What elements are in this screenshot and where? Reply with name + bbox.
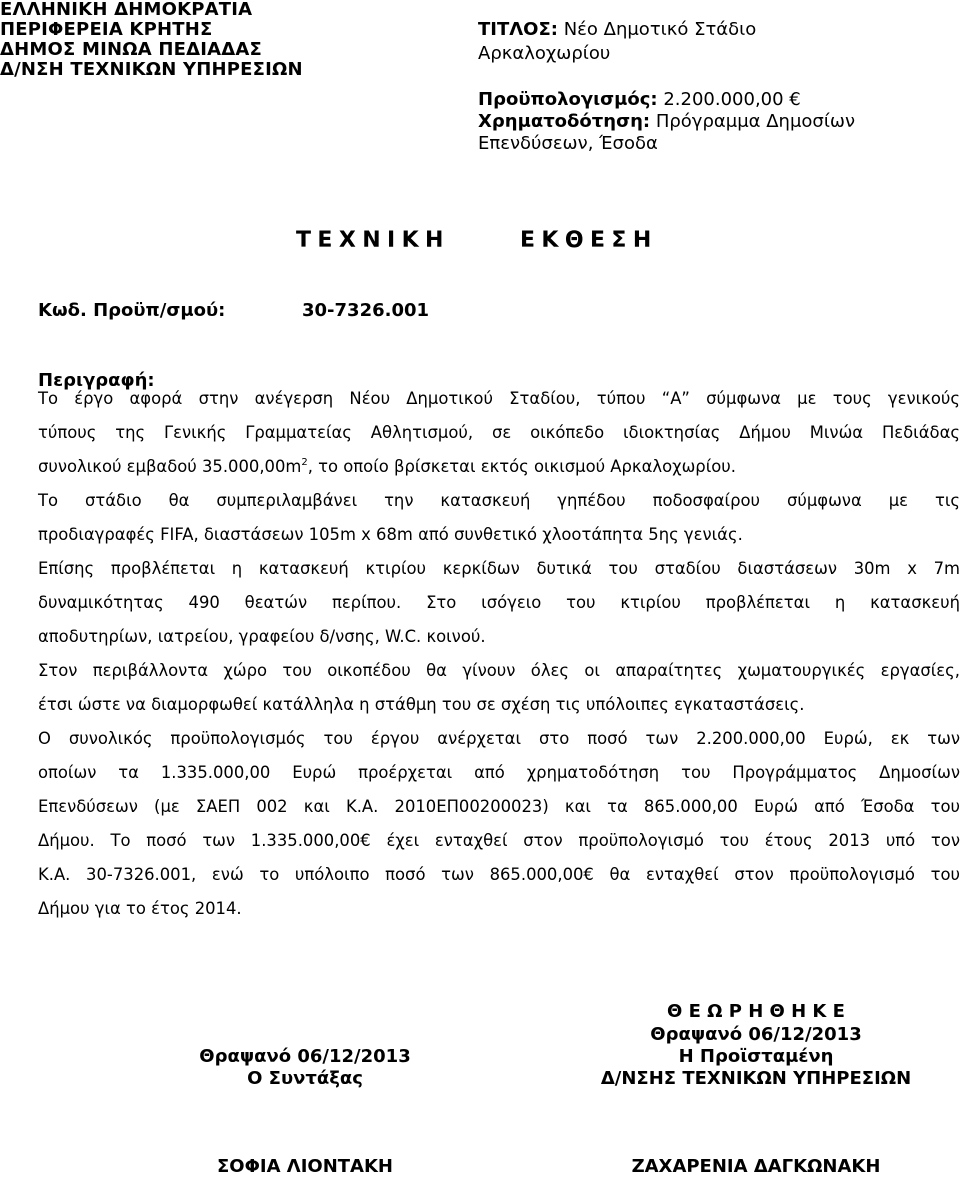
signature-right-name: ΖΑΧΑΡΕΝΙΑ ΔΑΓΚΩΝΑΚΗ [631, 1156, 881, 1177]
paragraph-line: Στον περιβάλλοντα χώρο του οικοπέδου θα γίνουν όλες οι απαραίτητες χωματουργικές εργασίες, [38, 661, 960, 680]
doc-title-report: ΕΚΘΕΣΗ [520, 228, 658, 253]
project-budget [478, 89, 801, 110]
description-label: Περιγραφή: [38, 370, 155, 391]
paragraph-line [38, 457, 960, 491]
budget-label: Προϋπολογισμός: [478, 89, 658, 110]
signature-right-department: Δ/ΝΣΗΣ ΤΕΧΝΙΚΩΝ ΥΠΗΡΕΣΙΩΝ [600, 1068, 912, 1089]
funding-value: Πρόγραμμα Δημοσίων [650, 111, 856, 132]
paragraph-line: Επίσης προβλέπεται η κατασκευή κτιρίου κερκίδων δυτικά του σταδίου διαστάσεων 30m x 7m [38, 559, 960, 578]
paragraph-line: Το έργο αφορά στην ανέγερση Νέου Δημοτικού Σταδίου, τύπου “Α” σύμφωνα με τους γενικούς [38, 389, 960, 408]
area-text: συνολικού εμβαδού 35.000,00m [38, 457, 302, 476]
paragraph-line: Ο συνολικός προϋπολογισμός του έργου ανέρχεται στο ποσό των 2.200.000,00 Ευρώ, εκ των [38, 729, 960, 748]
title-label: ΤΙΤΛΟΣ: [478, 19, 558, 40]
budget-code-value: 30-7326.001 [302, 300, 430, 321]
budget-code-label: Κωδ. Προϋπ/σμού: [38, 300, 226, 321]
area-superscript: 2 [301, 457, 308, 468]
header-line-municipality: ΔΗΜΟΣ ΜΙΝΩΑ ΠΕΔΙΑΔΑΣ [0, 39, 263, 60]
signature-left-role: Ο Συντάξας [247, 1068, 363, 1089]
paragraph-line: τύπους της Γενικής Γραμματείας Αθλητισμού, σε οικόπεδο ιδιοκτησίας Δήμου Μινώα Πεδιάδας [38, 423, 960, 442]
signature-right-role: Η Προϊσταμένη [678, 1046, 834, 1067]
header-authority [0, 0, 303, 80]
project-title-cont: Αρκαλοχωρίου [478, 43, 611, 64]
signature-left-date: Θραψανό 06/12/2013 [199, 1046, 411, 1067]
budget-value: 2.200.000,00 € [657, 89, 801, 110]
paragraph-line: έτσι ώστε να διαμορφωθεί κατάλληλα η στάθμη του σε σχέση τις υπόλοιπες εγκαταστάσεις. [38, 695, 805, 714]
header-line-republic: ΕΛΛΗΝΙΚΗ ΔΗΜΟΚΡΑΤΙΑ [0, 0, 253, 20]
project-funding [478, 111, 855, 132]
funding-label: Χρηματοδότηση: [478, 111, 651, 132]
header-line-department: Δ/ΝΣΗ ΤΕΧΝΙΚΩΝ ΥΠΗΡΕΣΙΩΝ [0, 59, 303, 80]
paragraph-line: προδιαγραφές FIFA, διαστάσεων 105m x 68m από συνθετικό χλοοτάπητα 5ης γενιάς. [38, 525, 743, 544]
paragraph-line: Δήμου για το έτος 2014. [38, 899, 242, 918]
signature-right-heading: Θ Ε Ω Ρ Η Θ Η Κ Ε [667, 1001, 845, 1022]
doc-title-technical: ΤΕΧΝΙΚΗ [296, 228, 450, 253]
header-line-region: ΠΕΡΙΦΕΡΕΙΑ ΚΡΗΤΗΣ [0, 19, 213, 40]
paragraph-line: Κ.Α. 30-7326.001, ενώ το υπόλοιπο ποσό των 865.000,00€ θα ενταχθεί στον προϋπολογισμό του [38, 865, 960, 884]
signature-left-name: ΣΟΦΙΑ ΛΙΟΝΤΑΚΗ [216, 1156, 393, 1177]
paragraph-line: Επενδύσεων (με ΣΑΕΠ 002 και Κ.Α. 2010ΕΠ00200023) και τα 865.000,00 Ευρώ από Έσοδα του [38, 797, 960, 816]
paragraph-line: δυναμικότητας 490 θεατών περίπου. Στο ισόγειο του κτιρίου προβλέπεται η κατασκευή [38, 593, 960, 612]
project-funding-cont: Επενδύσεων, Έσοδα [478, 133, 658, 154]
paragraph-line: αποδυτηρίων, ιατρείου, γραφείου δ/νσης, W.C. κοινού. [38, 627, 486, 646]
signature-right-date: Θραψανό 06/12/2013 [650, 1024, 862, 1045]
paragraph-line: οποίων τα 1.335.000,00 Ευρώ προέρχεται από χρηματοδότηση του Προγράμματος Δημοσίων [38, 763, 960, 782]
paragraph-line: Δήμου. Το ποσό των 1.335.000,00€ έχει ενταχθεί στον προϋπολογισμό του έτους 2013 υπό τον [38, 831, 960, 850]
area-text-cont: , το οποίο βρίσκεται εκτός οικισμού Αρκαλοχωρίου. [307, 457, 736, 476]
paragraph-line: Το στάδιο θα συμπεριλαμβάνει την κατασκευή γηπέδου ποδοσφαίρου σύμφωνα με τις [38, 491, 960, 510]
title-value: Νέο Δημοτικό Στάδιο [557, 19, 757, 40]
project-title [478, 19, 756, 40]
